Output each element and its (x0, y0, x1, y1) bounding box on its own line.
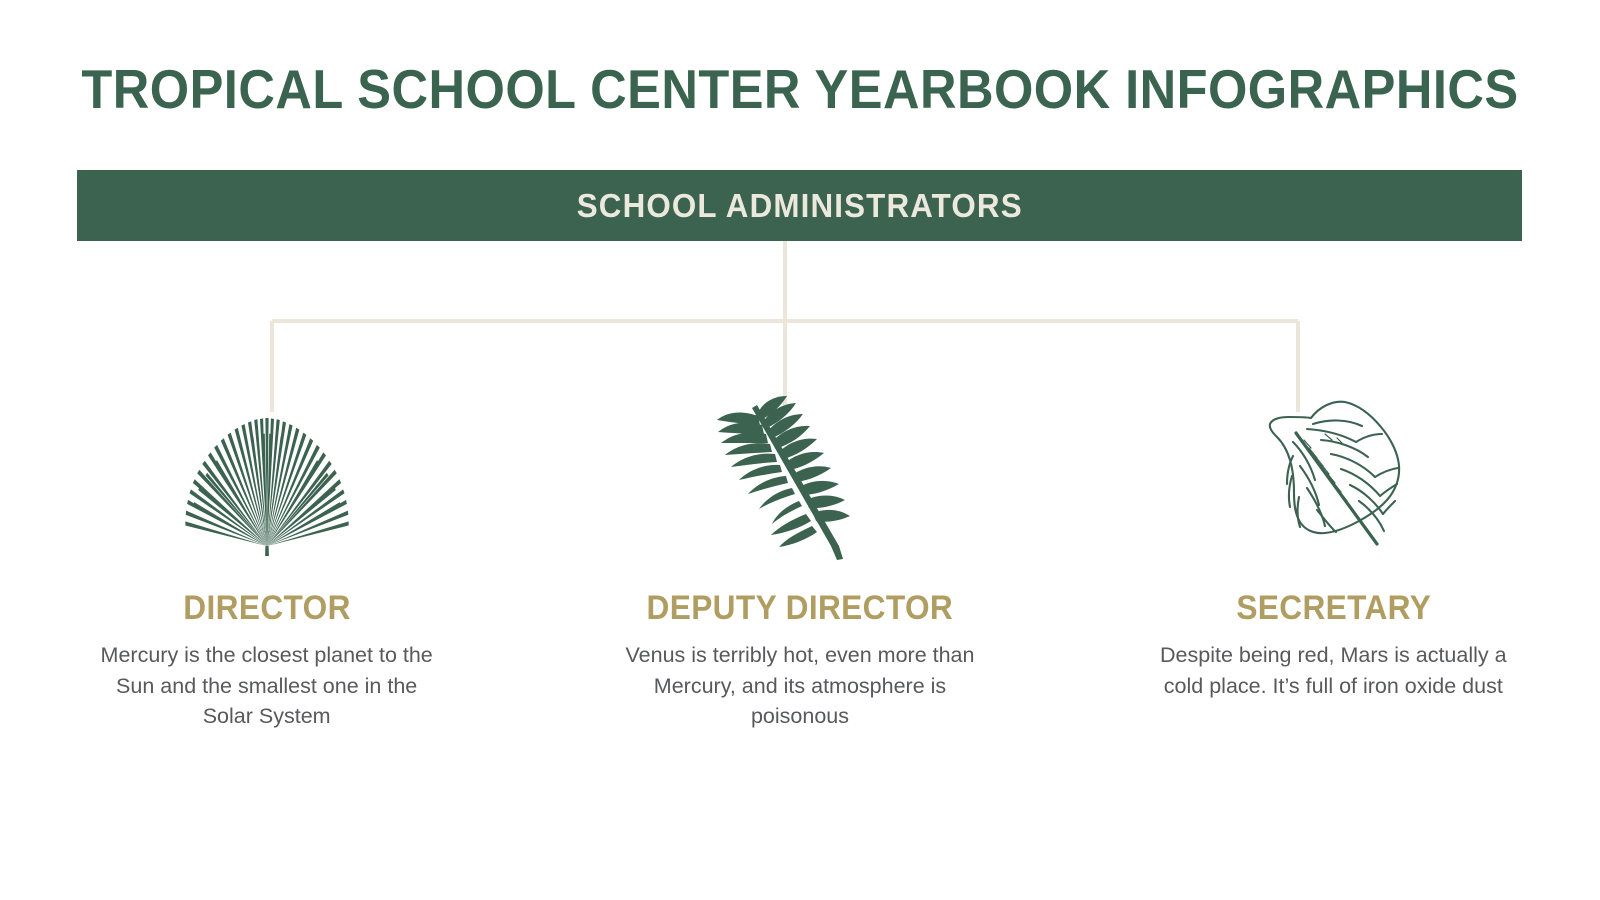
org-chart-nodes (0, 396, 1600, 756)
org-node-secretary[interactable] (1067, 396, 1600, 756)
org-node-director[interactable] (0, 396, 533, 756)
role-title: DIRECTOR (182, 589, 351, 627)
role-description: Mercury is the closest planet to the Sun and the smallest one in the Solar System (100, 643, 433, 728)
section-header-label: SCHOOL ADMINISTRATORS (576, 186, 1023, 224)
fan-palm-leaf-icon (177, 396, 357, 566)
role-title: DEPUTY DIRECTOR (646, 589, 954, 627)
role-title: SECRETARY (1235, 589, 1431, 627)
org-node-deputy-director[interactable] (533, 396, 1066, 756)
section-header-bar (77, 170, 1522, 241)
feather-palm-leaf-icon (710, 396, 890, 566)
role-description: Venus is terribly hot, even more than Mercury, and its atmosphere is poisonous (625, 643, 975, 728)
monstera-leaf-icon (1243, 396, 1423, 566)
role-description: Despite being red, Mars is actually a cold place. It’s full of iron oxide dust (1160, 643, 1507, 698)
page-title: TROPICAL SCHOOL CENTER YEARBOOK INFOGRAPHICS (81, 58, 1519, 120)
